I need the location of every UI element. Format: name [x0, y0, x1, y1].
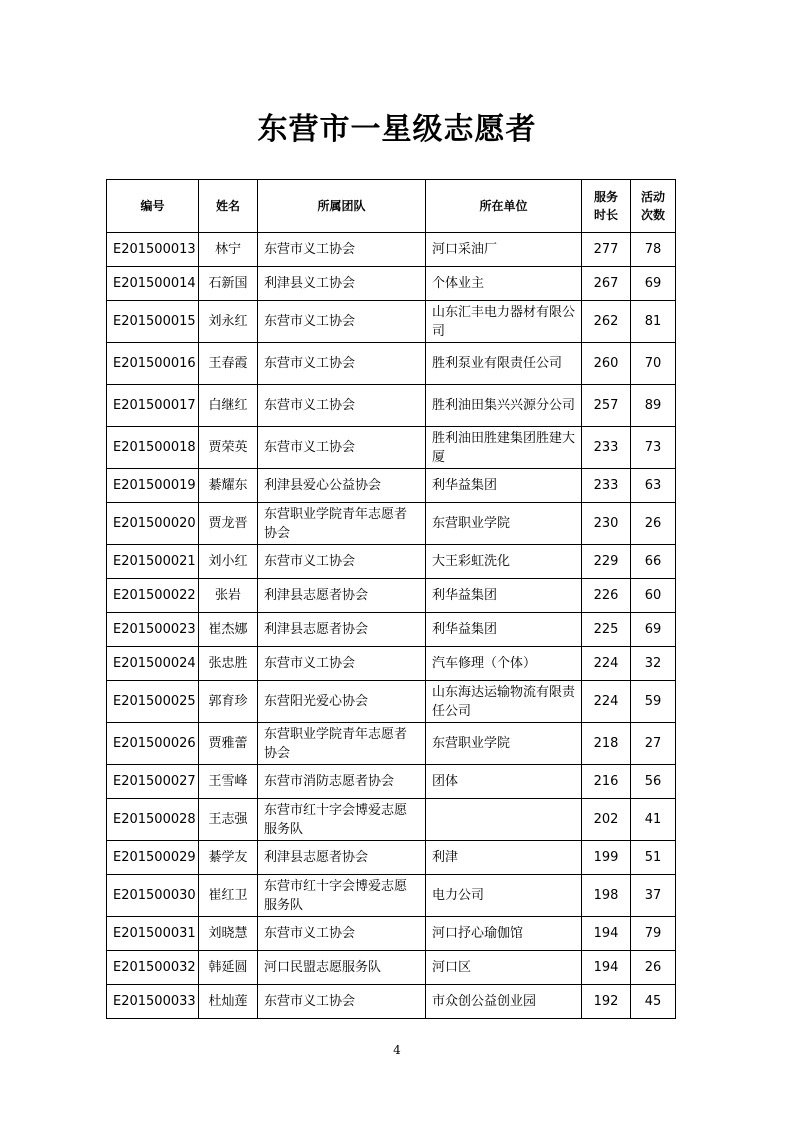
- page-title: 东营市一星级志愿者: [257, 112, 537, 147]
- cell-team: 东营市义工协会: [258, 545, 426, 579]
- cell-unit: 胜利泵业有限责任公司: [426, 343, 582, 385]
- cell-hours: 218: [582, 723, 631, 765]
- cell-unit: 大王彩虹洗化: [426, 545, 582, 579]
- cell-name: 綦学友: [199, 841, 258, 875]
- cell-id: E201500015: [107, 301, 199, 343]
- cell-unit: 河口抒心瑜伽馆: [426, 917, 582, 951]
- cell-name: 王志强: [199, 799, 258, 841]
- cell-name: 贾龙晋: [199, 503, 258, 545]
- cell-id: E201500020: [107, 503, 199, 545]
- cell-team: 东营职业学院青年志愿者协会: [258, 723, 426, 765]
- cell-count: 78: [631, 233, 676, 267]
- cell-count: 26: [631, 503, 676, 545]
- cell-id: E201500019: [107, 469, 199, 503]
- cell-name: 石新国: [199, 267, 258, 301]
- cell-id: E201500026: [107, 723, 199, 765]
- cell-hours: 194: [582, 951, 631, 985]
- cell-name: 张忠胜: [199, 647, 258, 681]
- cell-name: 刘晓慧: [199, 917, 258, 951]
- cell-team: 东营市红十字会博爱志愿服务队: [258, 875, 426, 917]
- cell-unit: 利津: [426, 841, 582, 875]
- cell-count: 69: [631, 613, 676, 647]
- cell-unit: 胜利油田胜建集团胜建大厦: [426, 427, 582, 469]
- cell-unit: 利华益集团: [426, 613, 582, 647]
- table-row: [107, 723, 676, 765]
- cell-hours: 230: [582, 503, 631, 545]
- table-row: [107, 385, 676, 427]
- cell-unit: 河口采油厂: [426, 233, 582, 267]
- cell-name: 崔杰娜: [199, 613, 258, 647]
- cell-name: 刘永红: [199, 301, 258, 343]
- cell-unit: 东营职业学院: [426, 723, 582, 765]
- cell-count: 41: [631, 799, 676, 841]
- table-header-row: [107, 180, 676, 233]
- cell-id: E201500025: [107, 681, 199, 723]
- cell-count: 56: [631, 765, 676, 799]
- cell-team: 东营市义工协会: [258, 301, 426, 343]
- cell-count: 37: [631, 875, 676, 917]
- cell-team: 东营市义工协会: [258, 233, 426, 267]
- cell-unit: 市众创公益创业园: [426, 985, 582, 1019]
- header-id: 编号: [107, 180, 199, 233]
- cell-count: 66: [631, 545, 676, 579]
- cell-id: E201500013: [107, 233, 199, 267]
- cell-name: 王春霞: [199, 343, 258, 385]
- cell-count: 32: [631, 647, 676, 681]
- cell-team: 东营市义工协会: [258, 985, 426, 1019]
- cell-name: 郭育珍: [199, 681, 258, 723]
- cell-name: 韩延圆: [199, 951, 258, 985]
- table-row: [107, 951, 676, 985]
- table-body: [107, 233, 676, 1019]
- cell-team: 东营阳光爱心协会: [258, 681, 426, 723]
- cell-team: 东营市消防志愿者协会: [258, 765, 426, 799]
- cell-count: 60: [631, 579, 676, 613]
- cell-hours: 202: [582, 799, 631, 841]
- cell-hours: 198: [582, 875, 631, 917]
- cell-hours: 260: [582, 343, 631, 385]
- table-row: [107, 469, 676, 503]
- cell-id: E201500029: [107, 841, 199, 875]
- table-row: [107, 681, 676, 723]
- cell-id: E201500022: [107, 579, 199, 613]
- cell-name: 白继红: [199, 385, 258, 427]
- cell-unit: 山东汇丰电力器材有限公司: [426, 301, 582, 343]
- cell-id: E201500024: [107, 647, 199, 681]
- table-row: [107, 503, 676, 545]
- cell-team: 东营市义工协会: [258, 427, 426, 469]
- cell-team: 东营市义工协会: [258, 917, 426, 951]
- cell-unit: 电力公司: [426, 875, 582, 917]
- cell-hours: 192: [582, 985, 631, 1019]
- cell-unit: 利华益集团: [426, 469, 582, 503]
- cell-count: 26: [631, 951, 676, 985]
- cell-team: 河口民盟志愿服务队: [258, 951, 426, 985]
- cell-team: 东营市义工协会: [258, 343, 426, 385]
- cell-id: E201500017: [107, 385, 199, 427]
- cell-name: 贾雅蕾: [199, 723, 258, 765]
- cell-count: 59: [631, 681, 676, 723]
- cell-count: 73: [631, 427, 676, 469]
- table-row: [107, 233, 676, 267]
- table-row: [107, 765, 676, 799]
- cell-name: 林宁: [199, 233, 258, 267]
- cell-count: 70: [631, 343, 676, 385]
- cell-hours: 225: [582, 613, 631, 647]
- cell-id: E201500018: [107, 427, 199, 469]
- header-hours-line2: 时长: [593, 208, 618, 222]
- cell-hours: 224: [582, 647, 631, 681]
- cell-hours: 267: [582, 267, 631, 301]
- cell-name: 贾荣英: [199, 427, 258, 469]
- cell-hours: 224: [582, 681, 631, 723]
- table-row: [107, 875, 676, 917]
- page-number: 4: [393, 1043, 401, 1057]
- table-row: [107, 917, 676, 951]
- header-count: [631, 180, 676, 233]
- table-row: [107, 545, 676, 579]
- cell-unit: 山东海达运输物流有限责任公司: [426, 681, 582, 723]
- cell-count: 69: [631, 267, 676, 301]
- cell-name: 崔红卫: [199, 875, 258, 917]
- cell-id: E201500033: [107, 985, 199, 1019]
- cell-id: E201500023: [107, 613, 199, 647]
- cell-count: 27: [631, 723, 676, 765]
- cell-unit: 河口区: [426, 951, 582, 985]
- cell-id: E201500014: [107, 267, 199, 301]
- cell-hours: 229: [582, 545, 631, 579]
- table-row: [107, 267, 676, 301]
- cell-team: 利津县志愿者协会: [258, 579, 426, 613]
- cell-hours: 199: [582, 841, 631, 875]
- cell-unit: 汽车修理（个体）: [426, 647, 582, 681]
- header-count-line2: 次数: [640, 208, 665, 222]
- cell-id: E201500032: [107, 951, 199, 985]
- cell-hours: 233: [582, 469, 631, 503]
- cell-team: 利津县志愿者协会: [258, 841, 426, 875]
- header-team: 所属团队: [258, 180, 426, 233]
- table-row: [107, 579, 676, 613]
- table-row: [107, 985, 676, 1019]
- cell-count: 45: [631, 985, 676, 1019]
- table-row: [107, 301, 676, 343]
- header-hours: [582, 180, 631, 233]
- table-row: [107, 799, 676, 841]
- cell-hours: 226: [582, 579, 631, 613]
- cell-id: E201500028: [107, 799, 199, 841]
- cell-team: 东营职业学院青年志愿者协会: [258, 503, 426, 545]
- cell-unit: 东营职业学院: [426, 503, 582, 545]
- volunteer-table: [106, 179, 676, 1019]
- cell-hours: 194: [582, 917, 631, 951]
- cell-team: 东营市义工协会: [258, 385, 426, 427]
- cell-count: 51: [631, 841, 676, 875]
- cell-name: 刘小红: [199, 545, 258, 579]
- cell-name: 张岩: [199, 579, 258, 613]
- cell-hours: 262: [582, 301, 631, 343]
- table-row: [107, 427, 676, 469]
- cell-id: E201500027: [107, 765, 199, 799]
- cell-unit: [426, 799, 582, 841]
- cell-team: 东营市红十字会博爱志愿服务队: [258, 799, 426, 841]
- cell-unit: 利华益集团: [426, 579, 582, 613]
- cell-count: 63: [631, 469, 676, 503]
- header-unit: 所在单位: [426, 180, 582, 233]
- cell-unit: 团体: [426, 765, 582, 799]
- cell-unit: 个体业主: [426, 267, 582, 301]
- cell-unit: 胜利油田集兴兴源分公司: [426, 385, 582, 427]
- cell-team: 利津县爱心公益协会: [258, 469, 426, 503]
- header-hours-line1: 服务: [593, 190, 618, 204]
- cell-name: 綦耀东: [199, 469, 258, 503]
- cell-id: E201500030: [107, 875, 199, 917]
- cell-hours: 257: [582, 385, 631, 427]
- cell-hours: 233: [582, 427, 631, 469]
- cell-team: 利津县志愿者协会: [258, 613, 426, 647]
- cell-count: 79: [631, 917, 676, 951]
- cell-team: 利津县义工协会: [258, 267, 426, 301]
- cell-name: 杜灿莲: [199, 985, 258, 1019]
- cell-count: 89: [631, 385, 676, 427]
- table-row: [107, 647, 676, 681]
- cell-team: 东营市义工协会: [258, 647, 426, 681]
- cell-id: E201500016: [107, 343, 199, 385]
- cell-hours: 216: [582, 765, 631, 799]
- cell-count: 81: [631, 301, 676, 343]
- header-name: 姓名: [199, 180, 258, 233]
- cell-name: 王雪峰: [199, 765, 258, 799]
- cell-hours: 277: [582, 233, 631, 267]
- cell-id: E201500021: [107, 545, 199, 579]
- table-row: [107, 841, 676, 875]
- cell-id: E201500031: [107, 917, 199, 951]
- header-count-line1: 活动: [640, 190, 665, 204]
- table-row: [107, 343, 676, 385]
- table-row: [107, 613, 676, 647]
